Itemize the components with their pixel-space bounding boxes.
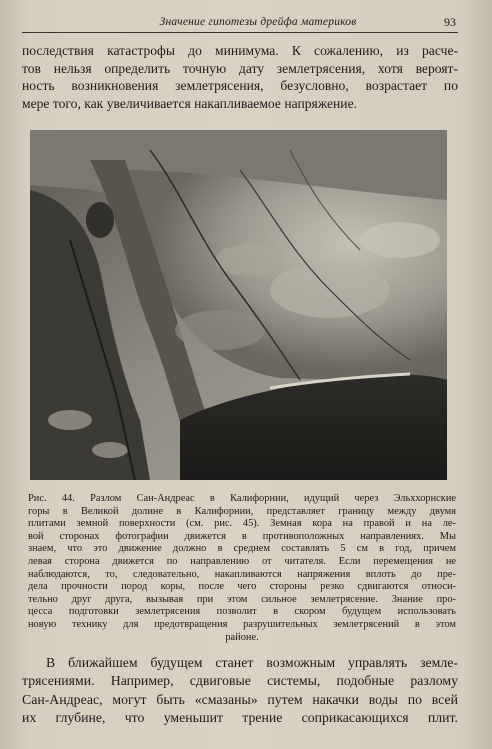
caption-line: знаем, что это движение должно в среднем составлять 5 см в год, причем [28,543,456,555]
text-line: их глубине, что уменьшит трение соприкасающихся плит. [22,710,458,726]
caption-line: дела прочности пород коры, после чего стороны резко сдвигаются относи- [28,581,456,593]
text-line: последствия катастрофы до минимума. К сожалению, из расче- [22,43,458,58]
caption-line: Рис. 44. Разлом Сан-Андреас в Калифорнии, идущий через Эльххорнские [28,493,456,504]
caption-line: новую технику для предотвращения разрушительных землетрясений в этом [28,618,456,630]
aerial-photo-image [30,130,447,480]
caption-line: районе. [225,631,259,643]
caption-line: горы в Великой долине в Калифорнии, представляет границу между двумя [28,505,456,517]
text-line: тов нельзя определить точную дату землетрясения, хотя вероят- [22,60,458,76]
caption-line: цесса подготовки землетрясения позволит в скором будущем использовать [28,606,456,618]
text-line: мере того, как увеличивается накапливаемое напряжение. [22,95,358,111]
caption-line: левая сторона движется по направлению от читателя. Если перемещения не [28,555,456,567]
caption-line: вой сторонах фотографии движется в противоположных направлениях. Мы [28,530,456,542]
running-header [22,14,458,33]
caption-line: наблюдаются, то, следовательно, накапливаются напряжения вплоть до пре- [28,568,456,580]
aerial-photo-fault [30,130,447,480]
running-title: Значение гипотезы дрейфа материков [159,16,357,28]
text-line: Сан-Андреас, могут быть «смазаны» путем накачки воды по всей [22,691,458,707]
text-line: В ближайшем будущем станет возможным управлять земле- [46,655,458,670]
page-number: 93 [444,15,456,29]
caption-line: тельно друг друга, вызывая при этом сильное землетрясение. Знание про- [28,593,456,605]
paragraph-bottom [22,654,458,728]
caption-line: плитами земной поверхности (см. рис. 45). Земная кора на правой и на ле- [28,518,456,530]
text-line: трясениями. Например, сдвиговые системы, подобные разлому [22,673,458,689]
paragraph-top [22,42,458,112]
text-line: ность возникновения землетрясения, безусловно, возрастает по [22,78,458,93]
figure-caption [28,493,456,644]
